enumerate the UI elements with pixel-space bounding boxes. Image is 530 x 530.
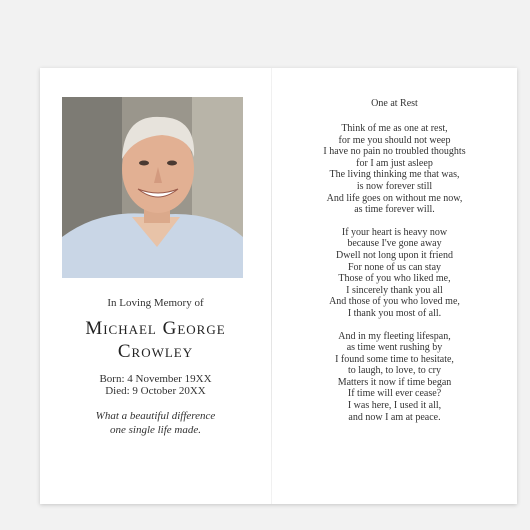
poem-line: because I've gone away bbox=[347, 238, 442, 250]
poem-body bbox=[272, 123, 517, 434]
born-date: Born: 4 November 19XX bbox=[99, 373, 212, 385]
poem-line: to laugh, to love, to cry bbox=[347, 365, 442, 377]
poem-line: as time forever will. bbox=[354, 204, 435, 216]
poem-line: For none of us can stay bbox=[347, 261, 442, 273]
poem-line: I was here, I used it all, bbox=[347, 400, 442, 412]
card-poem-panel bbox=[272, 68, 517, 504]
memorial-card bbox=[40, 68, 517, 504]
poem-stanza bbox=[272, 331, 517, 424]
poem-stanza bbox=[272, 123, 517, 216]
name-line-2: Crowley bbox=[117, 341, 194, 362]
poem-line: as time went rushing by bbox=[346, 342, 443, 354]
poem-line: Dwell not long upon it friend bbox=[336, 249, 453, 261]
poem-line: Think of me as one at rest, bbox=[341, 123, 448, 134]
poem-line: Matters it now if time began bbox=[337, 376, 452, 388]
poem-line: and now I am at peace. bbox=[348, 411, 441, 423]
poem-line: And those of you who loved me, bbox=[329, 296, 460, 308]
in-loving-memory-label: In Loving Memory of bbox=[107, 297, 204, 309]
poem-line: Those of you who liked me, bbox=[338, 273, 451, 285]
quote-line-1: What a beautiful difference bbox=[95, 410, 216, 422]
poem-line: I sincerely thank you all bbox=[346, 284, 443, 296]
poem-title: One at Rest bbox=[371, 98, 418, 109]
poem-line: I found some time to hesitate, bbox=[335, 353, 454, 365]
quote-line-2: one single life made. bbox=[109, 424, 202, 436]
card-front-panel bbox=[40, 68, 271, 504]
deceased-name bbox=[40, 317, 271, 363]
memorial-quote bbox=[40, 409, 271, 437]
portrait-photo bbox=[62, 97, 243, 278]
poem-line: If your heart is heavy now bbox=[341, 226, 448, 238]
poem-line: I have no pain no troubled thoughts bbox=[323, 146, 466, 158]
poem-line: And life goes on without me now, bbox=[326, 192, 463, 204]
life-dates bbox=[40, 373, 271, 397]
poem-line: for me you should not weep bbox=[338, 134, 451, 146]
poem-line: If time will ever cease? bbox=[347, 388, 442, 400]
poem-stanza bbox=[272, 227, 517, 320]
poem-line: for I am just asleep bbox=[356, 157, 433, 169]
poem-line: is now forever still bbox=[356, 180, 433, 192]
name-line-1: Michael George bbox=[85, 318, 226, 339]
portrait-illustration bbox=[62, 97, 243, 278]
poem-line: The living thinking me that was, bbox=[329, 169, 460, 181]
died-date: Died: 9 October 20XX bbox=[105, 385, 206, 397]
poem-line: And in my fleeting lifespan, bbox=[338, 330, 451, 342]
poem-line: I thank you most of all. bbox=[347, 307, 442, 319]
